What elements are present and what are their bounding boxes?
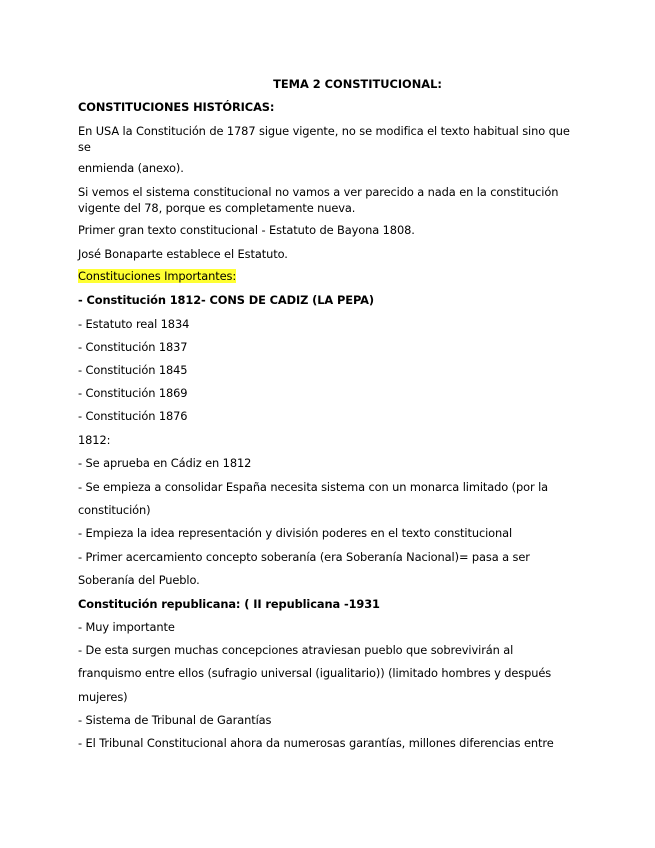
paragraph-bayona: Primer gran texto constitucional - Estatuto de Bayona 1808. (78, 223, 415, 237)
highlighted-heading (78, 268, 578, 284)
item-1931: - De esta surgen muchas concepciones atraviesan pueblo que sobrevivirán al (78, 643, 514, 657)
item-1931: - Sistema de Tribunal de Garantías (78, 713, 272, 727)
list-item-1812: - Constitución 1812- CONS DE CADIZ (LA PEPA) (78, 293, 374, 307)
item-1812: - Primer acercamiento concepto soberanía (era Soberanía Nacional)= pasa a ser (78, 550, 530, 564)
paragraph-sistema: Si vemos el sistema constitucional no vamos a ver parecido a nada en la constitución vigente del 78, porque es completamente nueva. (78, 185, 559, 215)
heading-constituciones-historicas: CONSTITUCIONES HISTÓRICAS: (78, 100, 275, 114)
item-1931: mujeres) (78, 690, 128, 704)
item-1931: - El Tribunal Constitucional ahora da numerosas garantías, millones diferencias entre (78, 736, 554, 750)
item-1812: constitución) (78, 503, 151, 517)
list-item: - Constitución 1845 (78, 363, 188, 377)
paragraph-usa: En USA la Constitución de 1787 sigue vigente, no se modifica el texto habitual sino que se (78, 124, 570, 154)
year-label-1812: 1812: (78, 433, 111, 447)
item-1812: - Empieza la idea representación y división poderes en el texto constitucional (78, 526, 513, 540)
list-item: - Constitución 1869 (78, 386, 188, 400)
heading-constitucion-republicana: Constitución republicana: ( II republicana -1931 (78, 597, 380, 611)
item-1812: Soberanía del Pueblo. (78, 573, 200, 587)
list-item: - Constitución 1837 (78, 340, 188, 354)
item-1812: - Se aprueba en Cádiz en 1812 (78, 456, 252, 470)
document-title: TEMA 2 CONSTITUCIONAL: (273, 77, 442, 91)
paragraph-bonaparte: José Bonaparte establece el Estatuto. (78, 247, 288, 261)
item-1931: - Muy importante (78, 620, 175, 634)
paragraph-usa-continued: enmienda (anexo). (78, 161, 184, 175)
item-1812: - Se empieza a consolidar España necesita sistema con un monarca limitado (por la (78, 480, 549, 494)
list-item: - Estatuto real 1834 (78, 317, 190, 331)
list-item: - Constitución 1876 (78, 409, 188, 423)
item-1931: franquismo entre ellos (sufragio universal (igualitario)) (limitado hombres y después (78, 666, 552, 680)
highlight-mark: Constituciones Importantes: (78, 269, 237, 283)
